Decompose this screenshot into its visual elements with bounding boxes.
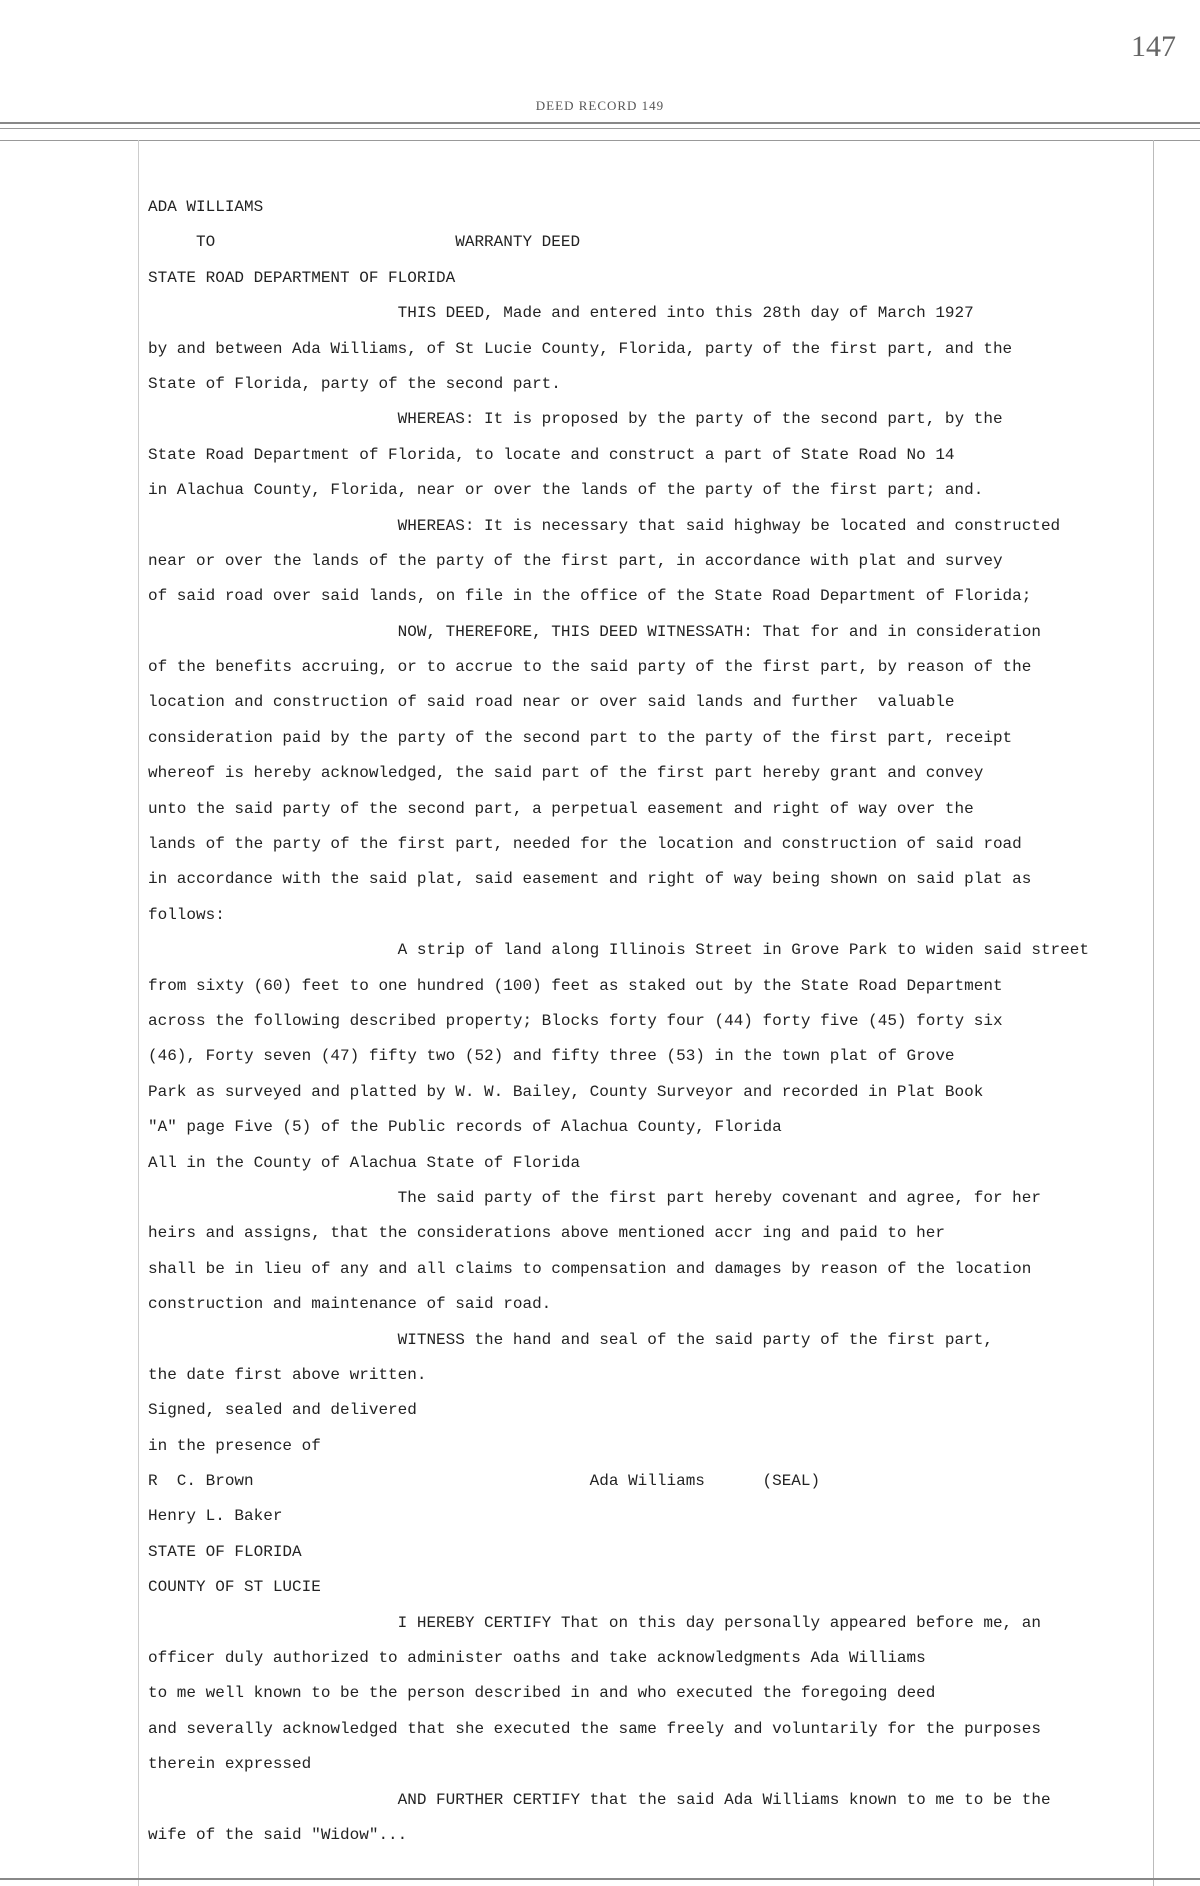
deed-line: in the presence of bbox=[148, 1436, 321, 1455]
deed-line: to me well known to be the person described in and who executed the foregoing deed bbox=[148, 1684, 936, 1703]
deed-line: of the benefits accruing, or to accrue to the said party of the first part, by reason of the bbox=[148, 658, 1032, 677]
deed-line: ADA WILLIAMS bbox=[148, 198, 264, 216]
deed-line: NOW, THEREFORE, THIS DEED WITNESSATH: That for and in consideration bbox=[148, 622, 1041, 641]
deed-line: TO WARRANTY DEED bbox=[148, 233, 581, 252]
deed-line: All in the County of Alachua State of Florida bbox=[148, 1153, 581, 1172]
deed-line: of said road over said lands, on file in the office of the State Road Department of Florida; bbox=[148, 587, 1032, 606]
deed-line: shall be in lieu of any and all claims to compensation and damages by reason of the location bbox=[148, 1259, 1032, 1278]
deed-line: follows: bbox=[148, 905, 225, 924]
deed-line: construction and maintenance of said road. bbox=[148, 1295, 552, 1314]
deed-line: "A" page Five (5) of the Public records of Alachua County, Florida bbox=[148, 1118, 782, 1137]
record-header: DEED RECORD 149 bbox=[535, 98, 665, 113]
deed-line: near or over the lands of the party of the first part, in accordance with plat and survey bbox=[148, 551, 1003, 570]
deed-line: THIS DEED, Made and entered into this 28th day of March 1927 bbox=[148, 304, 974, 323]
deed-line: State of Florida, party of the second part. bbox=[148, 374, 561, 393]
deed-line: A strip of land along Illinois Street in Grove Park to widen said street bbox=[148, 941, 1089, 960]
deed-line: (46), Forty seven (47) fifty two (52) and fifty three (53) in the town plat of Grove bbox=[148, 1047, 955, 1066]
deed-line: AND FURTHER CERTIFY that the said Ada Williams known to me to be the bbox=[148, 1790, 1051, 1809]
deed-line: the date first above written. bbox=[148, 1365, 427, 1384]
deed-line: location and construction of said road near or over said lands and further valuable bbox=[148, 693, 955, 712]
header-rule-bottom bbox=[0, 140, 1200, 141]
deed-line: officer duly authorized to administer oaths and take acknowledgments Ada Williams bbox=[148, 1649, 926, 1668]
footer-rule bbox=[0, 1878, 1200, 1880]
deed-line: whereof is hereby acknowledged, the said part of the first part hereby grant and convey bbox=[148, 764, 984, 783]
deed-line: in Alachua County, Florida, near or over the lands of the party of the first part; and. bbox=[148, 481, 984, 500]
deed-line: WHEREAS: It is proposed by the party of the second part, by the bbox=[148, 410, 1003, 429]
deed-line: by and between Ada Williams, of St Lucie County, Florida, party of the first part, and the bbox=[148, 339, 1013, 358]
header-rule-top bbox=[0, 122, 1200, 124]
deed-line: WITNESS the hand and seal of the said party of the first part, bbox=[148, 1330, 993, 1349]
deed-line: Park as surveyed and platted by W. W. Bailey, County Surveyor and recorded in Plat Book bbox=[148, 1082, 984, 1101]
deed-line: from sixty (60) feet to one hundred (100) feet as staked out by the State Road Department bbox=[148, 976, 1003, 995]
deed-line: wife of the said "Widow"... bbox=[148, 1825, 408, 1844]
deed-line: R C. Brown Ada Williams (SEAL) bbox=[148, 1472, 821, 1491]
deed-line: Henry L. Baker bbox=[148, 1507, 283, 1526]
deed-line: STATE ROAD DEPARTMENT OF FLORIDA bbox=[148, 268, 456, 287]
deed-line: WHEREAS: It is necessary that said highway be located and constructed bbox=[148, 516, 1061, 535]
deed-line: and severally acknowledged that she executed the same freely and voluntarily for the purposes bbox=[148, 1719, 1041, 1738]
deed-line: The said party of the first part hereby covenant and agree, for her bbox=[148, 1188, 1041, 1207]
deed-line: STATE OF FLORIDA bbox=[148, 1542, 302, 1561]
deed-line: unto the said party of the second part, a perpetual easement and right of way over the bbox=[148, 799, 974, 818]
deed-line: State Road Department of Florida, to locate and construct a part of State Road No 14 bbox=[148, 445, 955, 464]
deed-line: heirs and assigns, that the considerations above mentioned accr ing and paid to her bbox=[148, 1224, 945, 1243]
deed-line: COUNTY OF ST LUCIE bbox=[148, 1578, 321, 1597]
deed-line: lands of the party of the first part, needed for the location and construction of said road bbox=[148, 835, 1022, 854]
page-number: 147 bbox=[1131, 30, 1176, 63]
left-margin-line bbox=[138, 140, 139, 1886]
header-rule-middle bbox=[0, 128, 1200, 129]
deed-line: in accordance with the said plat, said easement and right of way being shown on said plat as bbox=[148, 870, 1032, 889]
deed-line: Signed, sealed and delivered bbox=[148, 1401, 417, 1420]
deed-line: I HEREBY CERTIFY That on this day personally appeared before me, an bbox=[148, 1613, 1041, 1632]
deed-line: across the following described property; Blocks forty four (44) forty five (45) forty six bbox=[148, 1011, 1003, 1030]
deed-line: therein expressed bbox=[148, 1755, 312, 1774]
deed-line: consideration paid by the party of the second part to the party of the first part, receipt bbox=[148, 728, 1013, 747]
deed-body bbox=[148, 190, 1158, 1853]
